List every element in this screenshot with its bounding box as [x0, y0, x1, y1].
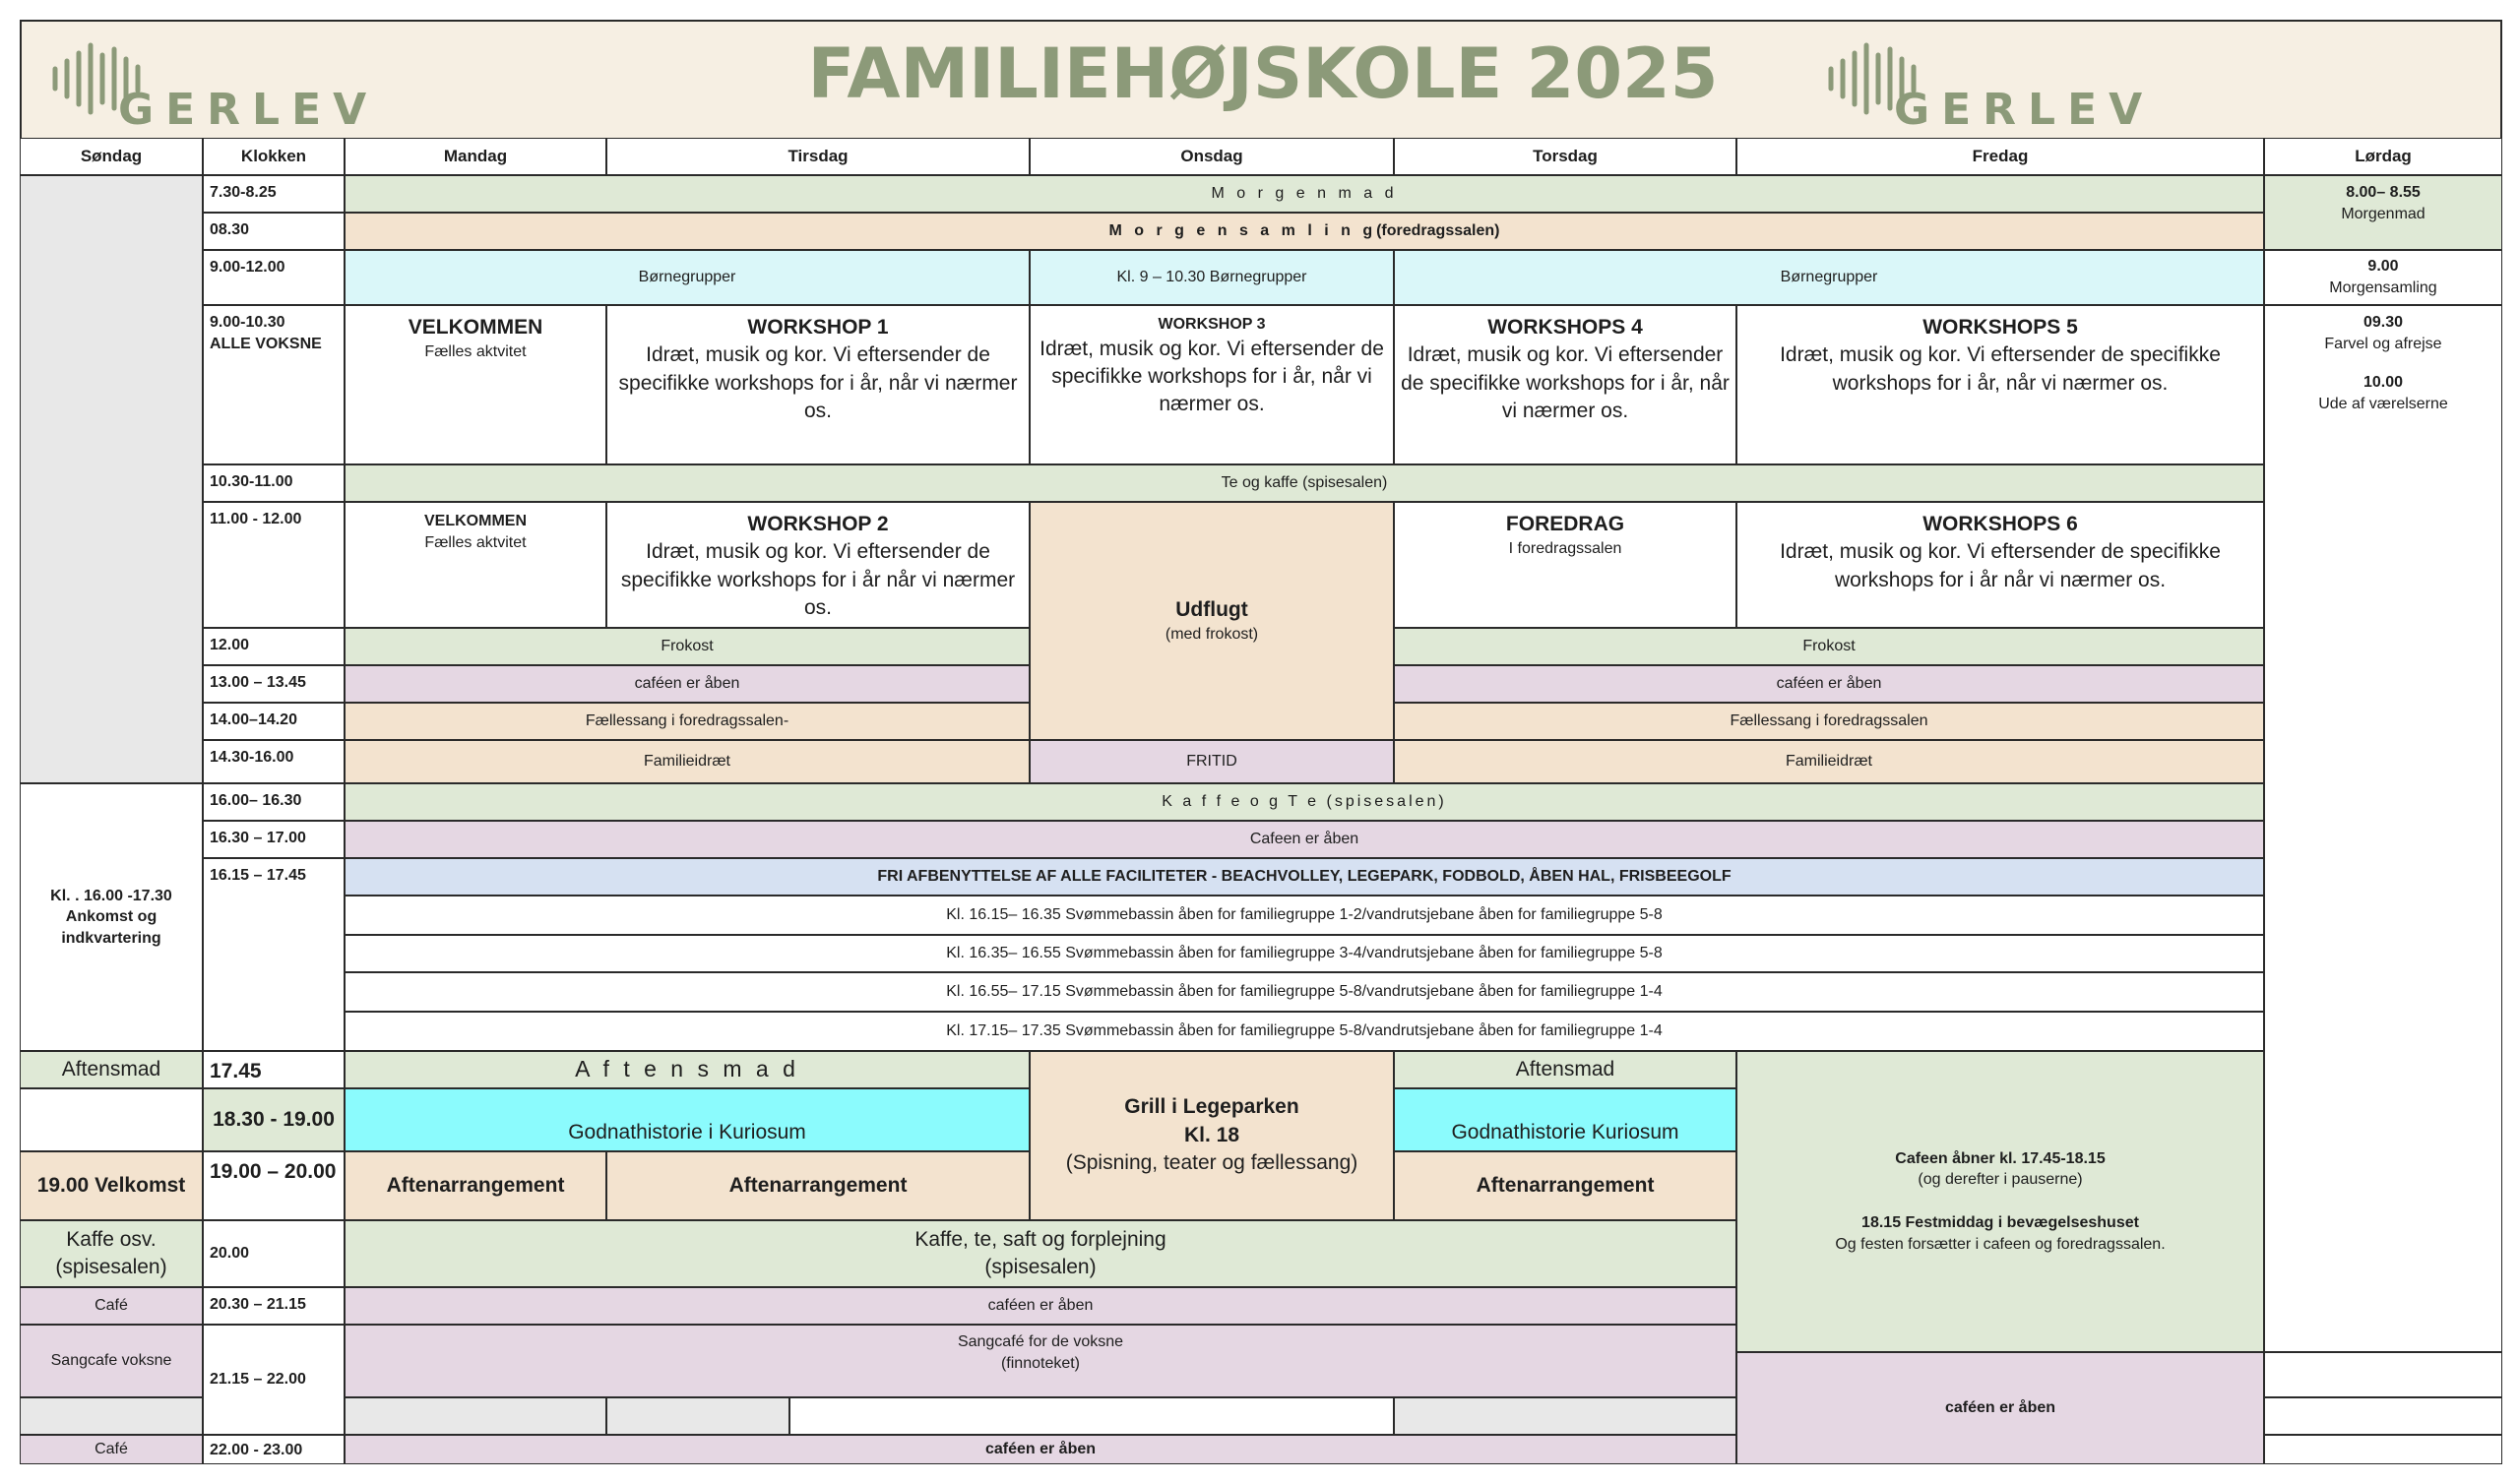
sunday-blank-3: [20, 1397, 203, 1435]
sunday-sangcafe: Sangcafe voksne: [20, 1325, 203, 1397]
pool-slot-4: Kl. 17.15– 17.35 Svømmebassin åben for familiegruppe 5-8/vandrutsjebane åben for familiegruppe 1-4: [345, 1012, 2264, 1051]
workshop-text: Idræt, musik og kor. Vi eftersender de specifikke workshops for i år, når vi nærmer os.: [1780, 343, 2221, 395]
saturday-rooms-label: Ude af værelserne: [2318, 395, 2448, 412]
workshop-title: WORKSHOP 1: [747, 316, 889, 339]
grill-time: Kl. 18: [1183, 1123, 1240, 1146]
assembly-location: (foredragssalen): [1376, 222, 1500, 240]
sangcafe-row: [345, 1325, 1736, 1397]
blank-cell: [789, 1397, 1394, 1435]
header-friday: Fredag: [1736, 138, 2264, 175]
breakfast-row: M o r g e n m a d: [345, 175, 2264, 213]
time-slot: 16.00– 16.30: [203, 783, 345, 821]
family-sport-thu-fri: Familieidræt: [1394, 740, 2264, 783]
singing-mon-tue: Fællessang i foredragssalen-: [345, 703, 1030, 740]
time-slot: 12.00: [203, 628, 345, 665]
gerlev-logo-right: [1825, 35, 2155, 135]
logo-wordmark: GERLEV: [1894, 85, 2155, 135]
time-slot-workshop: [203, 305, 345, 464]
singing-thu-fri: Fællessang i foredragssalen: [1394, 703, 2264, 740]
cafe-mon-tue: caféen er åben: [345, 665, 1030, 703]
saturday-assembly: [2264, 250, 2502, 305]
time-slot: 16.15 – 17.45: [203, 858, 345, 1051]
schedule-sheet: [20, 20, 2504, 1464]
header-sunday: Søndag: [20, 138, 203, 175]
saturday-assembly-time: 9.00: [2367, 258, 2399, 276]
header-thursday: Torsdag: [1394, 138, 1736, 175]
dinner-mon-tue: A f t e n s m a d: [345, 1051, 1030, 1088]
time-slot: 14.00–14.20: [203, 703, 345, 740]
lunch-thu-fri: Frokost: [1394, 628, 2264, 665]
time-slot: 19.00 – 20.00: [203, 1151, 345, 1220]
grill-wed: [1030, 1051, 1394, 1220]
cafe-open-row: Cafeen er åben: [345, 821, 2264, 858]
sunday-dinner: Aftensmad: [20, 1051, 203, 1088]
sunday-arrival: Kl. . 16.00 -17.30 Ankomst og indkvartering: [20, 783, 203, 1051]
evening-event-tue: Aftenarrangement: [606, 1151, 1030, 1220]
header-wednesday: Onsdag: [1030, 138, 1394, 175]
time-slot-note: ALLE VOKSNE: [210, 335, 322, 352]
saturday-blank: [2264, 1435, 2502, 1464]
coffee-tea-row: K a f f e o g T e (spisesalen): [345, 783, 2264, 821]
header-banner: [20, 20, 2502, 138]
sunday-welcome: 19.00 Velkomst: [20, 1151, 203, 1220]
cafe-thu-fri: caféen er åben: [1394, 665, 2264, 703]
blank-cell: [345, 1397, 606, 1435]
time-slot: 10.30-11.00: [203, 464, 345, 502]
workshop-text: Idræt, musik og kor. Vi eftersender de specifikke workshops for i år når vi nærmer os.: [1780, 540, 2221, 591]
page-title: FAMILIEHØJSKOLE 2025: [807, 33, 1719, 114]
blank-cell: [606, 1397, 789, 1435]
time-slot: 20.30 – 21.15: [203, 1287, 345, 1325]
children-groups-wed: Kl. 9 – 10.30 Børnegrupper: [1030, 250, 1394, 305]
sunday-coffee: Kaffe osv. (spisesalen): [20, 1220, 203, 1287]
facilities-row: FRI AFBENYTTELSE AF ALLE FACILITETER - BEACHVOLLEY, LEGEPARK, FODBOLD, ÅBEN HAL, FRISBEEGOLF: [345, 858, 2264, 896]
assembly-label: M o r g e n s a m l i n g: [1108, 222, 1377, 240]
saturday-farewell-label: Farvel og afrejse: [2324, 335, 2442, 352]
lunch-mon-tue: Frokost: [345, 628, 1030, 665]
time-slot: 14.30-16.00: [203, 740, 345, 783]
time-slot: 08.30: [203, 213, 345, 250]
workshop-title: WORKSHOP 3: [1158, 316, 1266, 333]
time-slot: 21.15 – 22.00: [203, 1325, 345, 1435]
pool-slot-1: Kl. 16.15– 16.35 Svømmebassin åben for familiegruppe 1-2/vandrutsjebane åben for familiegruppe 5-8: [345, 896, 2264, 935]
workshop-title: WORKSHOPS 5: [1922, 316, 2078, 339]
friday-party-title: 18.15 Festmiddag i bevægelseshuset: [1861, 1214, 2139, 1231]
sunday-blank-2: [20, 1088, 203, 1151]
workshop-text: Idræt, musik og kor. Vi eftersender de specifikke workshops for i år, når vi nærmer os.: [618, 343, 1018, 423]
friday-party-subtitle: Og festen forsætter i cafeen og foredragssalen.: [1835, 1235, 2166, 1253]
evening-event-thu: Aftenarrangement: [1394, 1151, 1736, 1220]
family-sport-mon-tue: Familieidræt: [345, 740, 1030, 783]
time-slot: 16.30 – 17.00: [203, 821, 345, 858]
free-time-wed: FRITID: [1030, 740, 1394, 783]
blank-cell: [1394, 1397, 1736, 1435]
time-slot: 22.00 - 23.00: [203, 1435, 345, 1464]
workshop-5: [1736, 305, 2264, 464]
evening-event-mon: Aftenarrangement: [345, 1151, 606, 1220]
sangcafe-title: Sangcafé for de voksne: [957, 1333, 1124, 1350]
time-slot: 9.00-12.00: [203, 250, 345, 305]
friday-cafe-subtitle: (og derefter i pauserne): [1918, 1171, 2083, 1189]
workshop-2: [606, 502, 1030, 628]
evening-coffee-location: (spisesalen): [984, 1256, 1097, 1278]
time-slot: 20.00: [203, 1220, 345, 1287]
welcome-subtitle: Fælles aktvitet: [424, 343, 527, 361]
workshop-text: Idræt, musik og kor. Vi eftersender de specifikke workshops for i år, når vi nærmer os.: [1040, 337, 1384, 416]
sangcafe-location: (finnoteket): [1000, 1354, 1081, 1372]
saturday-blank: [2264, 1352, 2502, 1397]
lecture-thu: [1394, 502, 1736, 628]
friday-evening: [1736, 1051, 2264, 1352]
excursion-title: Udflugt: [1175, 598, 1248, 622]
time-slot: 7.30-8.25: [203, 175, 345, 213]
welcome-subtitle: Fælles aktvitet: [424, 533, 527, 551]
time-slot: 17.45: [203, 1051, 345, 1088]
time-slot: 13.00 – 13.45: [203, 665, 345, 703]
workshop-text: Idræt, musik og kor. Vi eftersender de specifikke workshops for i år, når vi nærmer os.: [1401, 343, 1730, 423]
time-slot-range: 9.00-10.30: [210, 314, 285, 331]
sunday-blank: [20, 175, 203, 783]
story-mon-tue: Godnathistorie i Kuriosum: [345, 1088, 1030, 1151]
saturday-blank: [2264, 1397, 2502, 1435]
welcome-title: VELKOMMEN: [424, 513, 527, 529]
children-groups-thu-fri: Børnegrupper: [1394, 250, 2264, 305]
evening-coffee-row: [345, 1220, 1736, 1287]
friday-cafe-late: caféen er åben: [1736, 1352, 2264, 1464]
workshop-text: Idræt, musik og kor. Vi eftersender de specifikke workshops for i år når vi nærmer os.: [620, 540, 1016, 620]
workshop-title: WORKSHOPS 4: [1487, 316, 1643, 339]
header-tuesday: Tirsdag: [606, 138, 1030, 175]
excursion-subtitle: (med frokost): [1165, 626, 1259, 644]
workshop-title: WORKSHOPS 6: [1922, 513, 2078, 535]
saturday-breakfast-label: Morgenmad: [2341, 205, 2426, 222]
header-saturday: Lørdag: [2264, 138, 2502, 175]
friday-cafe-title: Cafeen åbner kl. 17.45-18.15: [1895, 1149, 2106, 1167]
grill-subtitle: (Spisning, teater og fællessang): [1065, 1151, 1358, 1175]
header-monday: Mandag: [345, 138, 606, 175]
welcome-title: VELKOMMEN: [408, 316, 543, 339]
workshop-3: [1030, 305, 1394, 464]
saturday-rooms-time: 10.00: [2362, 374, 2404, 392]
evening-coffee-text: Kaffe, te, saft og forplejning: [914, 1227, 1166, 1251]
workshop-4: [1394, 305, 1736, 464]
saturday-farewell-time: 09.30: [2362, 314, 2404, 331]
cafe-evening-row: caféen er åben: [345, 1287, 1736, 1325]
workshop-title: WORKSHOP 2: [747, 513, 889, 535]
pool-slot-3: Kl. 16.55– 17.15 Svømmebassin åben for familiegruppe 5-8/vandrutsjebane åben for familiegruppe 1-4: [345, 972, 2264, 1012]
pool-slot-2: Kl. 16.35– 16.55 Svømmebassin åben for familiegruppe 3-4/vandrutsjebane åben for familiegruppe 5-8: [345, 935, 2264, 972]
lecture-subtitle: I foredragssalen: [1508, 540, 1622, 558]
saturday-assembly-label: Morgensamling: [2329, 279, 2437, 296]
time-slot: 11.00 - 12.00: [203, 502, 345, 628]
welcome-mon: [345, 305, 606, 464]
lecture-title: FOREDRAG: [1505, 513, 1625, 535]
saturday-breakfast: [2264, 175, 2502, 250]
saturday-breakfast-time: 8.00– 8.55: [2346, 184, 2421, 201]
tea-coffee-row: Te og kaffe (spisesalen): [345, 464, 2264, 502]
dinner-thu: Aftensmad: [1394, 1051, 1736, 1088]
workshop-1: [606, 305, 1030, 464]
welcome-mon-2: [345, 502, 606, 628]
children-groups-mon-tue: Børnegrupper: [345, 250, 1030, 305]
assembly-row: [345, 213, 2264, 250]
sunday-cafe: Café: [20, 1287, 203, 1325]
grill-title: Grill i Legeparken: [1124, 1095, 1299, 1119]
time-slot: 18.30 - 19.00: [203, 1088, 345, 1151]
saturday-departure: [2264, 305, 2502, 1352]
sunday-cafe-late: Café: [20, 1435, 203, 1464]
cafe-late-row: caféen er åben: [345, 1435, 1736, 1464]
header-time: Klokken: [203, 138, 345, 175]
logo-wordmark: GERLEV: [118, 85, 379, 135]
excursion-wed: [1030, 502, 1394, 740]
workshop-6: [1736, 502, 2264, 628]
story-thu: Godnathistorie Kuriosum: [1394, 1088, 1736, 1151]
